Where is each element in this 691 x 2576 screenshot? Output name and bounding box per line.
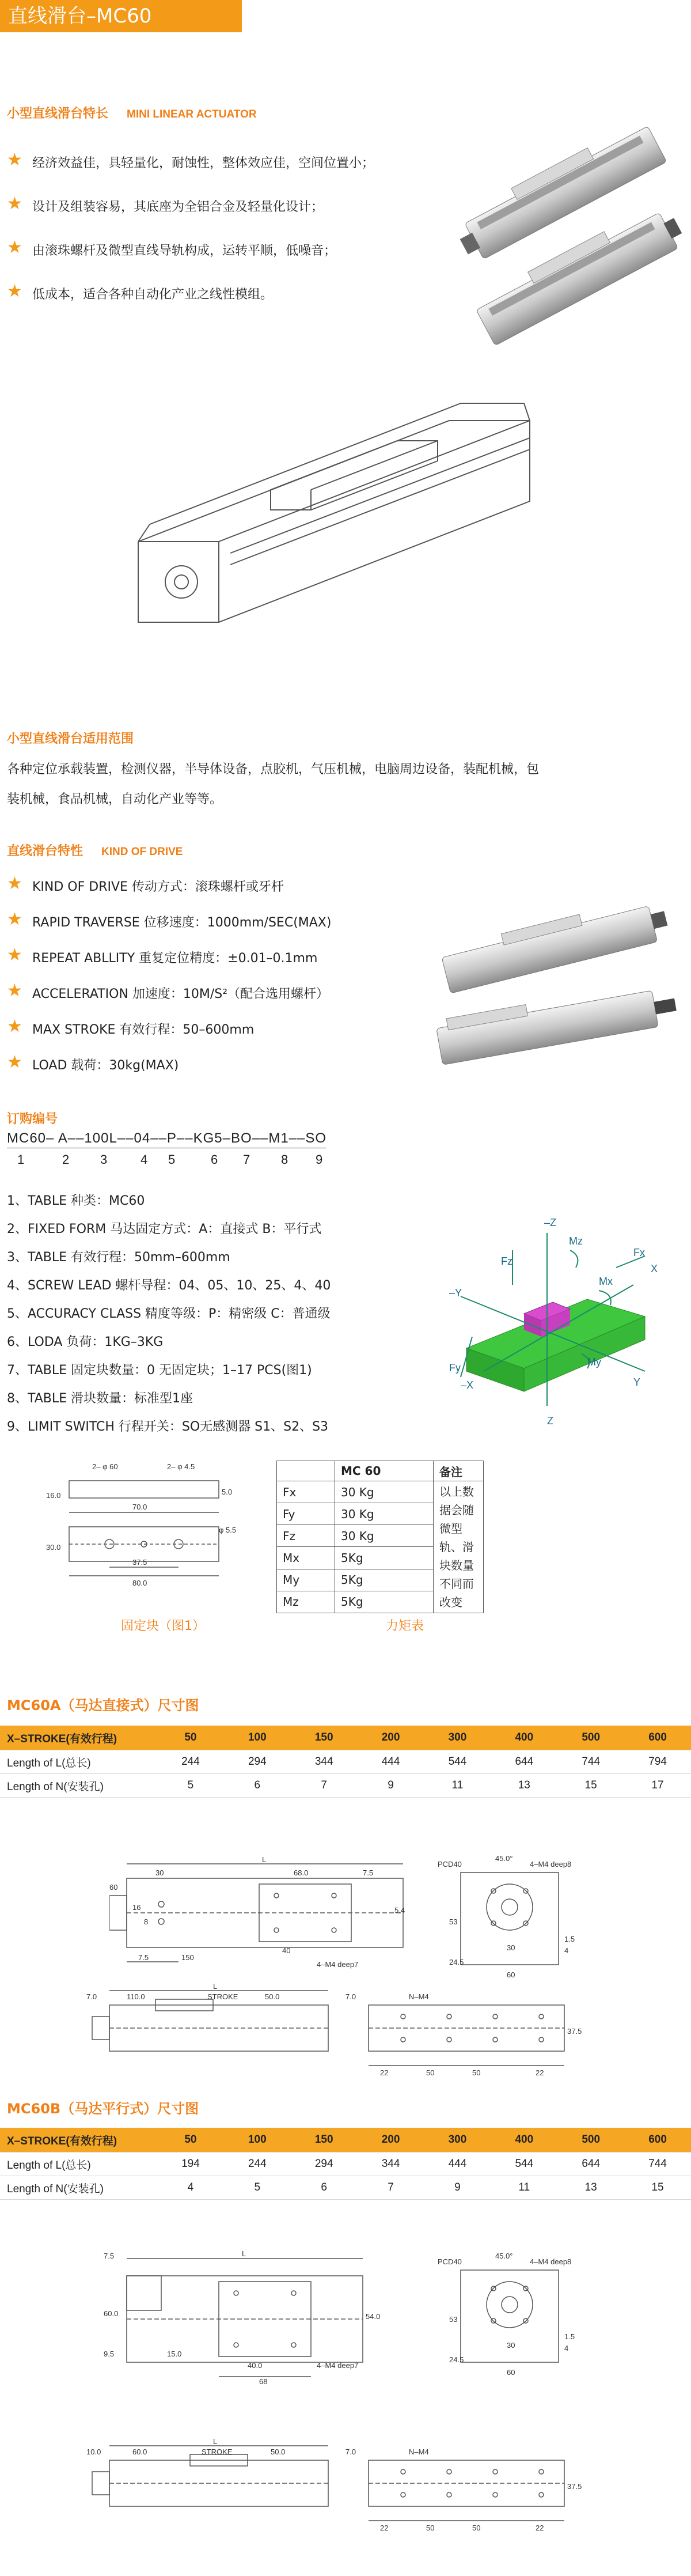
dim-label: STROKE	[202, 2448, 233, 2456]
drive-heading-en: KIND OF DRIVE	[101, 846, 183, 858]
drive-item: ★ KIND OF DRIVE 传动方式：滚珠螺杆或牙杆	[7, 873, 284, 894]
torque-table	[276, 1461, 484, 1613]
axis-label: X	[651, 1263, 658, 1274]
dim-label: 7.0	[86, 1992, 97, 2001]
axis-label: Mz	[569, 1235, 583, 1247]
axis-label: Fz	[501, 1255, 512, 1267]
dim-label: 110.0	[127, 1992, 145, 2001]
order-heading: 订购编号	[7, 1112, 58, 1126]
order-option: 6、LODA 负荷：1KG–3KG	[7, 1335, 164, 1349]
mc60a-side-view	[86, 1982, 351, 2080]
dim-label: 22	[536, 2524, 544, 2532]
dim-label: 40	[282, 1946, 291, 1955]
dim-label: 1.5	[564, 1935, 575, 1943]
drive-item: ★ ACCELERATION 加速度：10M/S²（配合选用螺杆）	[7, 981, 329, 1001]
dim-label: 15.0	[167, 2350, 182, 2358]
dim-label: 30	[507, 2341, 515, 2350]
dim-label: 53	[449, 1917, 458, 1926]
table-row: Fy 30 Kg	[277, 1503, 484, 1525]
feature-item: ★ 低成本，适合各种自动化产业之线性模组。	[7, 281, 274, 302]
star-icon: ★	[7, 981, 22, 1001]
drive-item: ★ MAX STROKE 有效行程：50–600mm	[7, 1016, 255, 1037]
star-icon: ★	[7, 1016, 22, 1037]
dim-label: 60.0	[104, 2309, 119, 2318]
dim-label: 50	[472, 2524, 481, 2532]
table-row: Fz 30 Kg	[277, 1525, 484, 1547]
mc60b-table	[0, 2128, 691, 2200]
dim-label: 60	[109, 1883, 118, 1892]
product-photo-drive	[426, 899, 685, 1072]
dim-label: 60.0	[132, 2448, 147, 2456]
order-code: MC60– A––100L––04––P––KG5–BO––M1––SO	[7, 1130, 326, 1148]
dim-label: 50	[426, 2068, 435, 2077]
dim-label: N–M4	[409, 2448, 429, 2456]
dim-label: 50	[426, 2524, 435, 2532]
axis-label: –Y	[449, 1287, 462, 1299]
drive-heading-cn: 直线滑台特性	[7, 844, 83, 858]
dim-label: 53	[449, 2315, 458, 2324]
dim-label: 45.0°	[495, 1854, 513, 1863]
star-icon: ★	[7, 873, 22, 894]
dim-label: L	[213, 2437, 218, 2446]
code-number: 3	[100, 1152, 108, 1167]
application-heading: 小型直线滑台适用范围	[7, 732, 134, 746]
dim-label: 7.5	[138, 1953, 149, 1962]
torque-note: 以上数据会随微型轨、滑块数量不同而改变	[434, 1481, 484, 1613]
dim-label: 8	[144, 1917, 149, 1926]
drive-heading	[7, 841, 183, 859]
code-number: 5	[168, 1152, 176, 1167]
star-icon: ★	[7, 150, 22, 170]
drive-item: ★ RAPID TRAVERSE 位移速度：1000mm/SEC(MAX)	[7, 909, 332, 930]
dim-label: 80.0	[132, 1579, 147, 1587]
table-row: Length of L(总长) 194 244 294 344 444 544 644 744	[0, 2153, 691, 2176]
dim-label: 30.0	[46, 1543, 61, 1552]
feature-item: ★ 经济效益佳，具轻量化，耐蚀性，整体效应佳，空间位置小；	[7, 150, 375, 171]
dim-label: 4–M4 deep8	[530, 1860, 572, 1868]
table-header: X–STROKE(有效行程) 50 100 150 200 300 400 500 600	[0, 1726, 691, 1750]
code-number: 7	[243, 1152, 250, 1167]
mc60a-end-view	[426, 1849, 587, 1982]
dim-label: 16	[132, 1903, 141, 1912]
block-caption: 固定块（图1）	[121, 1619, 205, 1633]
dim-label: 5.0	[222, 1488, 233, 1496]
order-option: 7、TABLE 固定块数量：0 无固定块；1–17 PCS(图1)	[7, 1363, 312, 1378]
mc60b-end-view	[426, 2247, 587, 2380]
drive-item: ★ LOAD 载荷：30kg(MAX)	[7, 1052, 179, 1073]
mc60a-heading: MC60A（马达直接式）尺寸图	[7, 1697, 199, 1713]
order-option: 3、TABLE 有效行程：50mm–600mm	[7, 1250, 230, 1265]
dim-label: 7.5	[363, 1868, 374, 1877]
star-icon: ★	[7, 945, 22, 965]
axis-label: Fy	[449, 1362, 461, 1374]
table-row: Mz 5Kg	[277, 1591, 484, 1613]
dim-label: L	[242, 2249, 246, 2258]
code-number: 9	[316, 1152, 323, 1167]
feature-item: ★ 设计及组装容易，其底座为全铝合金及轻量化设计；	[7, 194, 324, 214]
order-option: 2、FIXED FORM 马达固定方式：A：直接式 B：平行式	[7, 1222, 322, 1236]
star-icon: ★	[7, 237, 22, 258]
star-icon: ★	[7, 909, 22, 929]
dim-label: 50.0	[271, 2448, 286, 2456]
mc60b-heading: MC60B（马达平行式）尺寸图	[7, 2101, 199, 2117]
axis-label: My	[587, 1356, 601, 1368]
order-code-numbers	[7, 1152, 352, 1170]
dim-label: 2– φ 60	[92, 1462, 118, 1471]
dim-label: 24.5	[449, 1958, 464, 1966]
table-header: X–STROKE(有效行程) 50 100 150 200 300 400 500 600	[0, 2128, 691, 2153]
dim-label: 22	[536, 2068, 544, 2077]
code-number: 4	[141, 1152, 148, 1167]
dim-label: 1.5	[564, 2332, 575, 2341]
dim-label: 4	[564, 2344, 569, 2352]
dim-label: 9.5	[104, 2350, 115, 2358]
application-line: 各种定位承载装置，检测仪器，半导体设备，点胶机，气压机械，电脑周边设备，装配机械，包	[7, 762, 540, 777]
code-number: 2	[62, 1152, 70, 1167]
dim-label: 150	[181, 1953, 194, 1962]
dim-label: 45.0°	[495, 2252, 513, 2260]
table-row: Length of N(安装孔) 4 5 6 7 9 11 13 15	[0, 2176, 691, 2200]
dim-label: 16.0	[46, 1491, 61, 1500]
axis-label: Y	[633, 1376, 641, 1388]
page-title: 直线滑台–MC60	[0, 0, 242, 32]
dim-label: 68.0	[294, 1868, 309, 1877]
features-heading-cn: 小型直线滑台特长	[7, 107, 109, 121]
dim-label: 7.5	[104, 2252, 115, 2260]
axis-label: Fx	[633, 1247, 645, 1258]
features-heading-en: MINI LINEAR ACTUATOR	[127, 108, 257, 120]
dim-label: 37.5	[567, 2027, 582, 2036]
mc60b-bottom-view	[346, 2437, 587, 2547]
table-row: Mx 5Kg	[277, 1547, 484, 1569]
axis-label: –X	[461, 1379, 474, 1391]
axis-label: Mx	[599, 1276, 613, 1287]
dim-label: 60	[507, 1970, 515, 1979]
dim-label: 2– φ 4.5	[167, 1462, 195, 1471]
order-options	[7, 1187, 433, 1441]
dim-label: PCD40	[438, 2257, 462, 2266]
table-row: My 5Kg	[277, 1569, 484, 1591]
fixed-block-drawing	[46, 1458, 253, 1602]
axis-label: –Z	[544, 1217, 557, 1228]
dim-label: 68	[259, 2377, 268, 2385]
order-option: 4、SCREW LEAD 螺杆导程：04、05、10、25、4、40	[7, 1278, 331, 1293]
mc60a-table	[0, 1726, 691, 1798]
dim-label: 40.0	[248, 2361, 263, 2370]
dim-label: 50	[472, 2068, 481, 2077]
drive-list	[7, 873, 422, 1091]
order-option: 9、LIMIT SWITCH 行程开关：SO无感测器 S1、S2、S3	[7, 1420, 329, 1434]
mc60b-top-view	[104, 2247, 403, 2385]
dim-label: 70.0	[132, 1503, 147, 1511]
mc60a-top-view	[109, 1855, 420, 1970]
dim-label: 7.0	[346, 1992, 356, 2001]
table-row: Length of N(安装孔) 5 6 7 9 11 13 15 17	[0, 1774, 691, 1798]
torque-header-model: MC 60	[335, 1461, 434, 1481]
dim-label: 37.5	[132, 1558, 147, 1567]
star-icon: ★	[7, 194, 22, 214]
code-number: 8	[281, 1152, 288, 1167]
mc60b-side-view	[86, 2437, 351, 2535]
code-number: 6	[211, 1152, 218, 1167]
dim-label: L	[262, 1855, 267, 1864]
dim-label: 4–M4 deep7	[317, 1960, 359, 1969]
dim-label: φ 5.5	[219, 1526, 237, 1534]
dim-label: 22	[380, 2068, 389, 2077]
order-option: 1、TABLE 种类：MC60	[7, 1194, 145, 1208]
order-option: 8、TABLE 滑块数量：标准型1座	[7, 1391, 193, 1406]
torque-header-note: 备注	[434, 1461, 484, 1481]
isometric-line-drawing	[127, 398, 564, 663]
features-list	[7, 150, 445, 328]
force-axes-diagram	[426, 1198, 679, 1440]
dim-label: 37.5	[567, 2482, 582, 2491]
order-option: 5、ACCURACY CLASS 精度等级：P：精密级 C：普通级	[7, 1307, 331, 1321]
product-photo-pair	[449, 104, 685, 346]
dim-label: 30	[507, 1943, 515, 1952]
dim-label: STROKE	[207, 1992, 238, 2001]
axis-label: Z	[547, 1415, 553, 1427]
features-heading	[7, 104, 257, 122]
dim-label: 22	[380, 2524, 389, 2532]
dim-label: 4–M4 deep7	[317, 2361, 359, 2370]
dim-label: L	[213, 1982, 218, 1991]
star-icon: ★	[7, 281, 22, 301]
drive-item: ★ REPEAT ABLLITY 重复定位精度：±0.01–0.1mm	[7, 945, 318, 966]
dim-label: N–M4	[409, 1992, 429, 2001]
dim-label: 4	[564, 1946, 569, 1955]
dim-label: 4–M4 deep8	[530, 2257, 572, 2266]
dim-label: 7.0	[346, 2448, 356, 2456]
dim-label: 54.0	[366, 2312, 381, 2321]
mc60a-bottom-view	[346, 1982, 587, 2080]
application-text	[7, 755, 686, 815]
dim-label: 10.0	[86, 2448, 101, 2456]
table-row: Length of L(总长) 244 294 344 444 544 644 744 794	[0, 1750, 691, 1774]
dim-label: 30	[155, 1868, 164, 1877]
feature-item: ★ 由滚珠螺杆及微型直线导轨构成，运转平顺，低噪音；	[7, 237, 337, 258]
torque-caption: 力矩表	[386, 1619, 424, 1633]
table-row: Fx 30 Kg 以上数据会随微型轨、滑块数量不同而改变	[277, 1481, 484, 1503]
application-line: 装机械，食品机械，自动化产业等等。	[7, 792, 223, 807]
dim-label: 24.5	[449, 2355, 464, 2364]
code-number: 1	[17, 1152, 25, 1167]
dim-label: 60	[507, 2368, 515, 2377]
dim-label: PCD40	[438, 1860, 462, 1868]
star-icon: ★	[7, 1052, 22, 1072]
dim-label: 5.4	[394, 1906, 405, 1915]
dim-label: 50.0	[265, 1992, 280, 2001]
